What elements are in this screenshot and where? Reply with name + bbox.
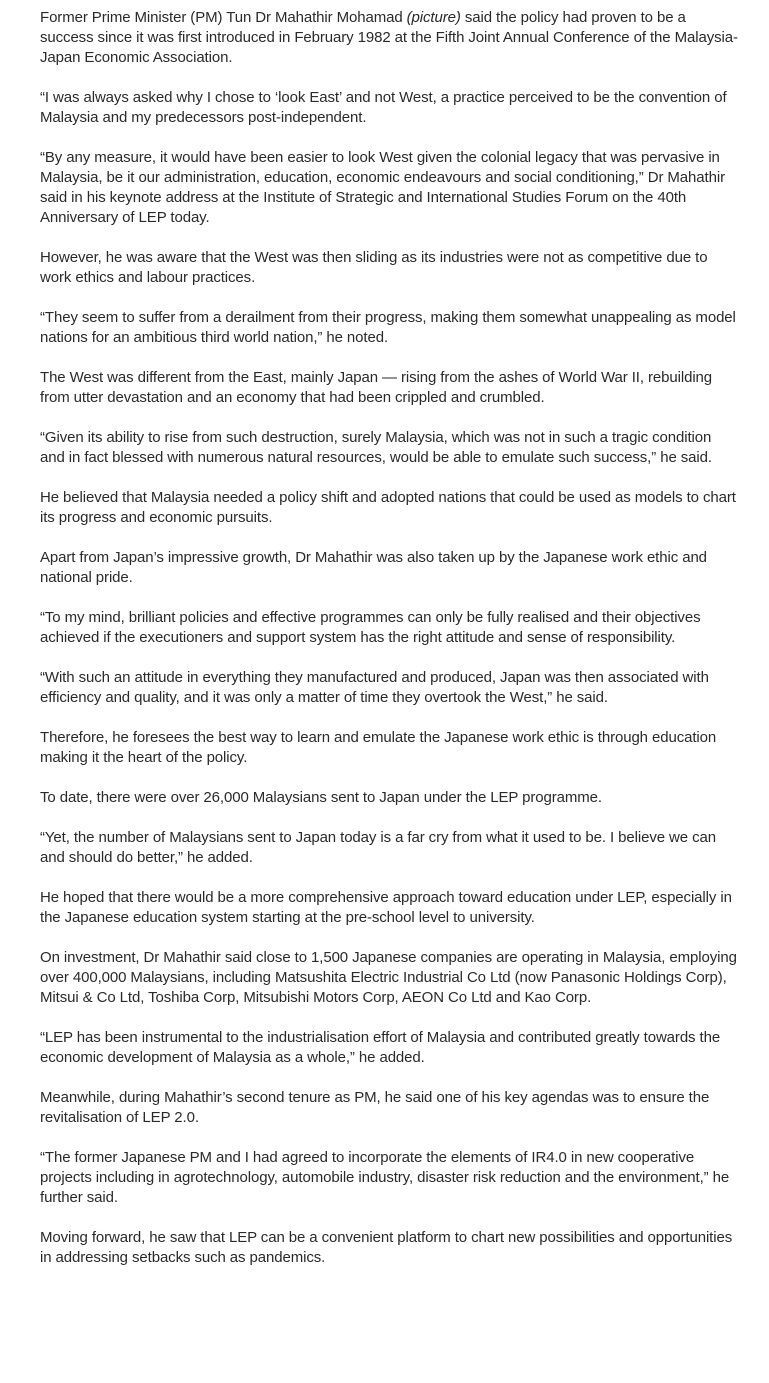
article-body bbox=[40, 8, 740, 1288]
article-paragraph: He hoped that there would be a more comprehensive approach toward education under LEP, especially in the Japanese education system starting at the pre-school level to university. bbox=[40, 889, 732, 926]
article-paragraph: He believed that Malaysia needed a policy shift and adopted nations that could be used as models to chart its progress and economic pursuits. bbox=[40, 489, 736, 526]
article-paragraph: “The former Japanese PM and I had agreed to incorporate the elements of IR4.0 in new cooperative projects including in agrotechnology, automobile industry, disaster risk reduction and the environment,” he further said. bbox=[40, 1149, 730, 1206]
article-paragraph: Meanwhile, during Mahathir’s second tenure as PM, he said one of his key agendas was to ensure the revitalisation of LEP 2.0. bbox=[40, 1089, 710, 1126]
picture-caption-note: (picture) bbox=[406, 9, 461, 26]
article-paragraph: “Yet, the number of Malaysians sent to Japan today is a far cry from what it used to be. I believe we can and should do better,” he added. bbox=[40, 829, 716, 866]
article-paragraph: “By any measure, it would have been easier to look West given the colonial legacy that was pervasive in Malaysia, be it our administration, education, economic endeavours and social conditioning,” Dr Mahathir said in his keynote address at the Institute of Strategic and International Studies Forum on the 40th Anniversary of LEP today. bbox=[40, 149, 725, 226]
lead-text-end: said the policy had proven to be a success since it was first introduced in February 1982 at the Fifth Joint Annual Conference of the Malaysia-Japan Economic Association. bbox=[40, 9, 738, 66]
article-paragraph: “LEP has been instrumental to the industrialisation effort of Malaysia and contributed greatly towards the economic development of Malaysia as a whole,” he added. bbox=[40, 1029, 721, 1066]
article-paragraph: Moving forward, he saw that LEP can be a convenient platform to chart new possibilities and opportunities in addressing setbacks such as pandemics. bbox=[40, 1229, 733, 1266]
article-paragraph: The West was different from the East, mainly Japan — rising from the ashes of World War II, rebuilding from utter devastation and an economy that had been crippled and crumbled. bbox=[40, 369, 713, 406]
article-paragraph: On investment, Dr Mahathir said close to 1,500 Japanese companies are operating in Malaysia, employing over 400,000 Malaysians, including Matsushita Electric Industrial Co Ltd (now Panasonic Holdings Corp), Mitsui & Co Ltd, Toshiba Corp, Mitsubishi Motors Corp, AEON Co Ltd and Kao Corp. bbox=[40, 949, 737, 1006]
article-lead-paragraph bbox=[40, 8, 740, 68]
article-paragraph: “Given its ability to rise from such destruction, surely Malaysia, which was not in such a tragic condition and in fact blessed with numerous natural resources, would be able to emulate such success,” he said. bbox=[40, 429, 712, 466]
article-paragraph: “I was always asked why I chose to ‘look East’ and not West, a practice perceived to be the convention of Malaysia and my predecessors post-independent. bbox=[40, 89, 727, 126]
article-paragraph: Therefore, he foresees the best way to learn and emulate the Japanese work ethic is through education making it the heart of the policy. bbox=[40, 729, 717, 766]
article-paragraph: To date, there were over 26,000 Malaysians sent to Japan under the LEP programme. bbox=[40, 789, 602, 806]
article-paragraph: Apart from Japan’s impressive growth, Dr Mahathir was also taken up by the Japanese work ethic and national pride. bbox=[40, 549, 707, 586]
article-paragraph: “To my mind, brilliant policies and effective programmes can only be fully realised and their objectives achieved if the executioners and support system has the right attitude and sense of responsibility. bbox=[40, 609, 701, 646]
lead-text-start: Former Prime Minister (PM) Tun Dr Mahathir Mohamad bbox=[40, 9, 407, 26]
article-paragraph: “They seem to suffer from a derailment from their progress, making them somewhat unappealing as model nations for an ambitious third world nation,” he noted. bbox=[40, 309, 736, 346]
article-paragraph: “With such an attitude in everything they manufactured and produced, Japan was then associated with efficiency and quality, and it was only a matter of time they overtook the West,” he said. bbox=[40, 669, 709, 706]
article-paragraph: However, he was aware that the West was then sliding as its industries were not as competitive due to work ethics and labour practices. bbox=[40, 249, 708, 286]
